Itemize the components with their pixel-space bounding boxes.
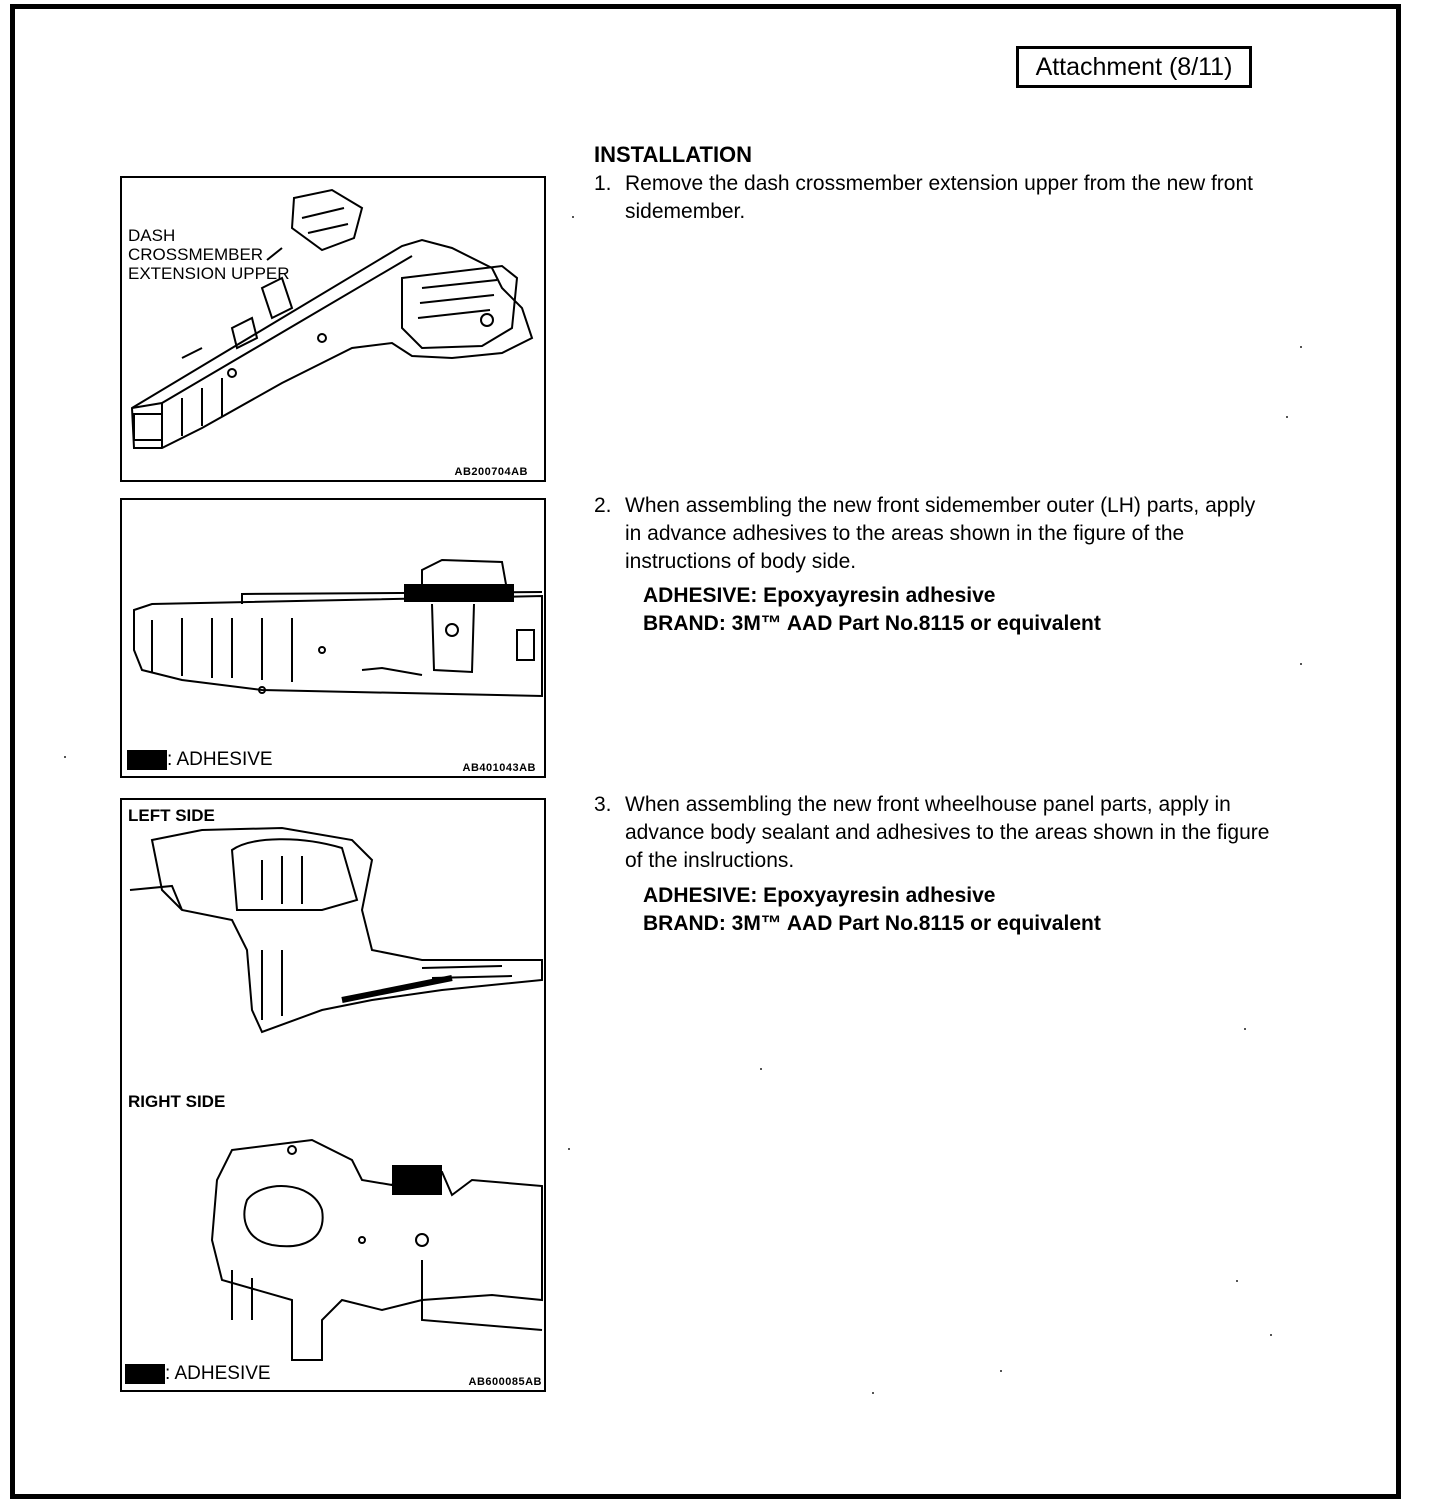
- adhesive-legend: [127, 749, 273, 771]
- adhesive-legend-text: : ADHESIVE: [165, 1363, 271, 1384]
- scan-speck: [1286, 416, 1288, 418]
- scan-speck: [1000, 1370, 1002, 1372]
- scan-speck: [1300, 346, 1302, 348]
- scan-speck: [1236, 1280, 1238, 1282]
- scan-speck: [568, 1148, 570, 1150]
- scan-speck: [572, 216, 574, 218]
- figure-code: AB600085AB: [468, 1376, 542, 1388]
- step-1: [594, 170, 1274, 226]
- callout-dash-crossmember-extension-upper: DASH CROSSMEMBER EXTENSION UPPER: [128, 226, 290, 283]
- adhesive-spec: ADHESIVE: Epoxyayresin adhesive: [643, 584, 996, 607]
- adhesive-legend-text: : ADHESIVE: [167, 749, 273, 770]
- adhesive-area-right: [392, 1165, 442, 1195]
- step-number: 3.: [594, 793, 612, 816]
- sidemember-outer-drawing: [122, 500, 544, 776]
- left-side-label: LEFT SIDE: [128, 806, 215, 825]
- figure-code: AB401043AB: [462, 762, 536, 774]
- scan-speck: [1244, 1028, 1246, 1030]
- step-number: 2.: [594, 494, 612, 517]
- scan-speck: [1300, 663, 1302, 665]
- step-text: When assembling the new front wheelhouse panel parts, apply in advance body sealant and adhesives to the areas shown in the figure of the inslructions.: [625, 793, 1270, 872]
- figure-dash-crossmember: [120, 176, 546, 482]
- figure-code: AB200704AB: [454, 466, 528, 478]
- right-side-label: RIGHT SIDE: [128, 1092, 226, 1111]
- step-3: [594, 791, 1274, 875]
- section-heading: INSTALLATION: [594, 142, 753, 167]
- adhesive-swatch: [127, 750, 167, 770]
- adhesive-spec: ADHESIVE: Epoxyayresin adhesive: [643, 884, 996, 907]
- scan-speck: [872, 1392, 874, 1394]
- step-text: Remove the dash crossmember extension upper from the new front sidemember.: [625, 172, 1253, 223]
- scan-speck: [1270, 1334, 1272, 1336]
- sidemember-drawing: [122, 178, 544, 480]
- step-2: [594, 492, 1274, 576]
- step-text: When assembling the new front sidemember outer (LH) parts, apply in advance adhesives to the areas shown in the figure of the instructions of body side.: [625, 494, 1256, 573]
- scan-speck: [64, 756, 66, 758]
- scan-speck: [760, 1068, 762, 1070]
- adhesive-area: [404, 584, 514, 602]
- adhesive-swatch: [125, 1364, 165, 1384]
- step-number: 1.: [594, 172, 612, 195]
- figure-sidemember-outer: [120, 498, 546, 778]
- figure-wheelhouse-panel: [120, 798, 546, 1392]
- brand-spec: BRAND: 3M™ AAD Part No.8115 or equivalent: [643, 912, 1101, 935]
- brand-spec: BRAND: 3M™ AAD Part No.8115 or equivalent: [643, 612, 1101, 635]
- adhesive-legend: [125, 1363, 271, 1385]
- attachment-label: Attachment (8/11): [1016, 46, 1252, 88]
